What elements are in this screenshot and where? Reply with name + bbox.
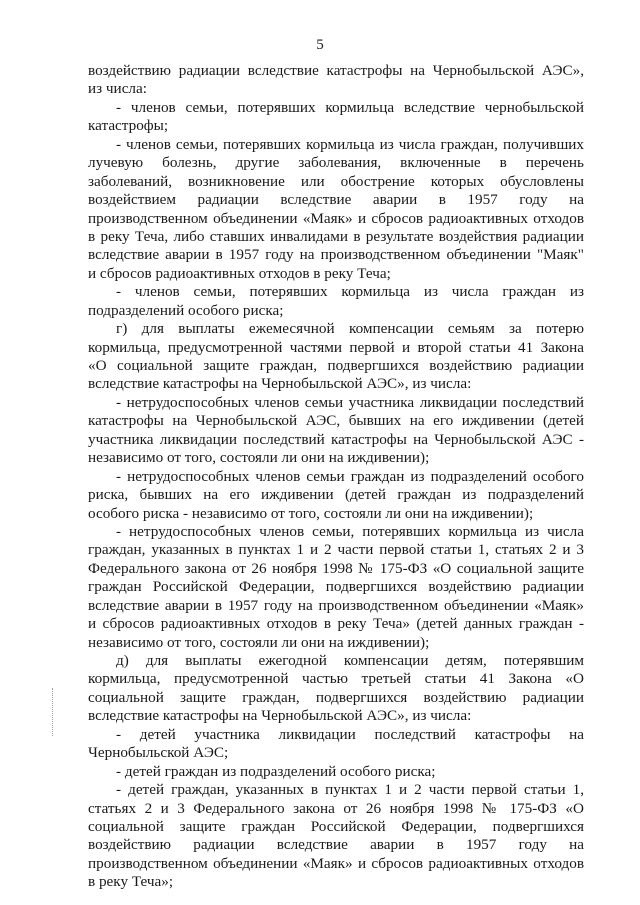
text-line: - детей граждан, указанных в пунктах 1 и 2 части первой статьи 1, bbox=[116, 781, 584, 799]
text-line: в реку Теча, либо ставших инвалидами в результате воздействия радиации bbox=[88, 227, 584, 245]
page-number: 5 bbox=[316, 37, 324, 53]
text-line: катастрофы на Чернобыльской АЭС, бывших на его иждивении (детей bbox=[88, 412, 584, 430]
text-line: производственном объединении «Маяк» и сбросов радиоактивных отходов bbox=[88, 854, 584, 872]
text-line: д) для выплаты ежегодной компенсации детям, потерявшим bbox=[116, 652, 584, 669]
text-line: социальной защите граждан, подвергшихся воздействию радиации bbox=[88, 688, 584, 706]
text-line: вследствие катастрофы на Чернобыльской АЭС», из числа: bbox=[88, 375, 472, 393]
text-line: участника ликвидации последствий катастрофы на Чернобыльской АЭС - bbox=[88, 430, 584, 448]
text-line: - членов семьи, потерявших кормильца вследствие чернобыльской bbox=[116, 98, 584, 116]
text-line: кормильца, предусмотренной частями первой и второй статьи 41 Закона bbox=[88, 338, 584, 356]
text-line: «О социальной защите граждан, подвергшихся воздействию радиации bbox=[88, 357, 584, 374]
text-line: - членов семьи, потерявших кормильца из числа граждан из bbox=[116, 283, 584, 301]
text-line: г) для выплаты ежемесячной компенсации семьям за потерю bbox=[116, 320, 584, 338]
text-line: воздействием радиации вследствие аварии в 1957 году на bbox=[88, 191, 584, 209]
text-line: - детей граждан из подразделений особого риска; bbox=[116, 762, 436, 780]
text-line: независимо от того, состояли ли они на иждивении); bbox=[88, 633, 430, 651]
document-body bbox=[88, 62, 584, 892]
text-line: заболеваний, возникновение или обострение которых обусловлены bbox=[88, 172, 584, 190]
text-line: - детей участника ликвидации последствий катастрофы на bbox=[116, 725, 584, 743]
text-line: статьях 2 и 3 Федерального закона от 26 ноября 1998 № 175-ФЗ «О bbox=[88, 799, 584, 817]
text-line: из числа: bbox=[88, 80, 147, 98]
text-line: подразделений особого риска; bbox=[88, 301, 284, 319]
text-line: воздействию радиации вследствие аварии в 1957 году на bbox=[88, 836, 584, 854]
text-line: катастрофы; bbox=[88, 117, 169, 135]
text-line: - нетрудоспособных членов семьи граждан из подразделений особого bbox=[116, 467, 584, 485]
text-line: в реку Теча»; bbox=[88, 873, 174, 891]
text-line: Федерального закона от 26 ноября 1998 № 175-ФЗ «О социальной защите bbox=[88, 559, 584, 577]
text-line: риска, бывших на его иждивении (детей граждан из подразделений bbox=[88, 486, 584, 504]
text-line: вследствие катастрофы на Чернобыльской АЭС», из числа: bbox=[88, 707, 472, 725]
text-line: кормильца, предусмотренной частью третьей статьи 41 Закона «О bbox=[88, 670, 584, 688]
text-line: граждан, указанных в пунктах 1 и 2 части первой статьи 1, статьях 2 и 3 bbox=[88, 541, 584, 559]
text-line: и сбросов радиоактивных отходов в реку Теча» (детей данных граждан - bbox=[88, 615, 584, 633]
text-line: вследствие аварии в 1957 году на производственном объединении «Маяк» bbox=[88, 596, 584, 614]
text-line: особого риска - независимо от того, состояли ли они на иждивении); bbox=[88, 504, 534, 522]
margin-scan-mark bbox=[52, 688, 54, 736]
text-line: граждан Российской Федерации, подвергшихся воздействию радиации bbox=[88, 578, 584, 596]
text-line: производственном объединении «Маяк» и сбросов радиоактивных отходов bbox=[88, 209, 584, 227]
text-line: социальной защите граждан Российской Федерации, подвергшихся bbox=[88, 817, 584, 835]
text-line: - членов семьи, потерявших кормильца из числа граждан, получивших bbox=[116, 135, 584, 153]
text-line: - нетрудоспособных членов семьи участника ликвидации последствий bbox=[116, 393, 584, 411]
text-line: - нетрудоспособных членов семьи, потерявших кормильца из числа bbox=[116, 522, 584, 540]
text-line: независимо от того, состояли ли они на иждивении); bbox=[88, 449, 430, 467]
text-line: вследствие аварии в 1957 году на производственном объединении "Маяк" bbox=[88, 246, 584, 264]
text-line: воздействию радиации вследствие катастрофы на Чернобыльской АЭС», bbox=[88, 62, 584, 79]
text-line: лучевую болезнь, другие заболевания, включенные в перечень bbox=[88, 154, 584, 172]
text-line: Чернобыльской АЭС; bbox=[88, 744, 229, 762]
text-line: и сбросов радиоактивных отходов в реку Теча; bbox=[88, 264, 391, 282]
